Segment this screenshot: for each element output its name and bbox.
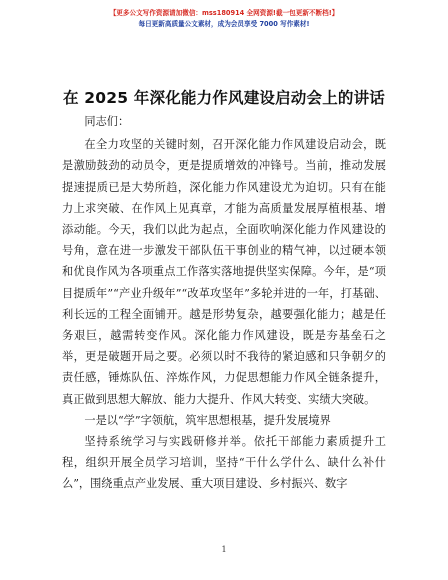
section-heading: 一是以“学”字领航，筑牢思想根基，提升发展境界 <box>84 413 331 427</box>
page-number: 1 <box>221 545 227 554</box>
promo-line-2: 每日更新高质量公文素材，成为会员享受 7000 写作素材! <box>138 20 310 28</box>
promo-line-1: 【更多公文写作资源请加微信：mss180914 全网资源!截一包更新不断档!】 <box>109 9 339 17</box>
section-paragraph: 坚持系统学习与实践研修并举。依托干部能力素质提升工程，组织开展全员学习培训，坚持“干什么学什么、缺什么补什么”，围绕重点产业发展、重大项目建设、乡村振兴、数字 <box>62 435 386 491</box>
body-paragraph: 在全力攻坚的关键时刻，召开深化能力作风建设启动会，既是激励鼓劲的动员令，更是提质增效的冲锋号。当前，推动发展提速提质已是大势所趋，深化能力作风建设尤为迫切。只有在能力上求突破、在作风上见真章，才能为高质量发展厚植根基、增添动能。今天，我们以此为起点，全面吹响深化能力作风建设的号角，意在进一步激发干部队伍干事创业的精气神，以过硬本领和优良作风为各项重点工作落实落地提供坚实保障。今年，是“项目提质年”“产业升级年”“改革攻坚年”多轮并进的一年，打基础、利长远的工程全面铺开。越是形势复杂，越要强化能力；越是任务艰巨，越需转变作风。深化能力作风建设，既是夯基垒石之举，更是破题开局之要。必须以时不我待的紧迫感和只争朝夕的责任感，锤炼队伍、淬炼作风，力促思想能力作风全链条提升，真正做到思想大解放、能力大提升、作风大转变、实绩大突破。 <box>62 138 386 406</box>
document-body <box>62 111 386 495</box>
salutation: 同志们： <box>84 115 130 128</box>
promo-banner <box>0 8 448 30</box>
document-title: 在 2025 年深化能力作风建设启动会上的讲话 <box>62 89 386 107</box>
